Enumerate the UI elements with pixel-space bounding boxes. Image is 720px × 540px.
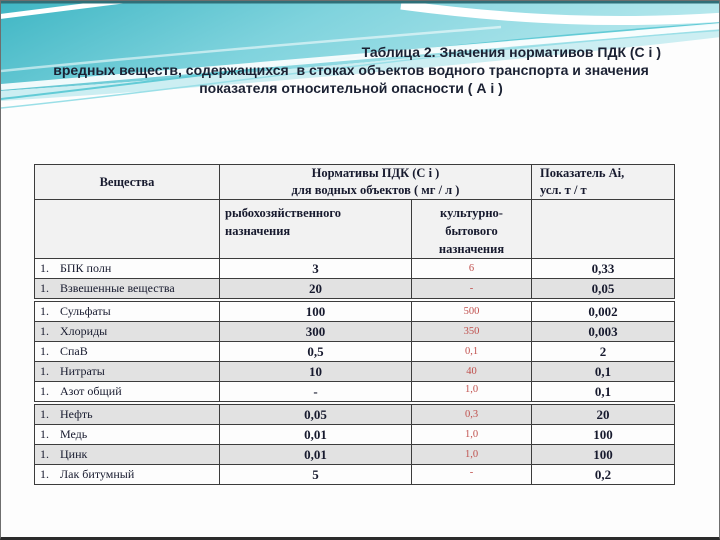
indicator-value-cell: 100 bbox=[532, 425, 675, 445]
header-cultural bbox=[412, 200, 532, 259]
table-row bbox=[35, 322, 675, 342]
table-row bbox=[35, 425, 675, 445]
fishery-value-cell: 0,01 bbox=[220, 425, 412, 445]
substance-name: Лак битумный bbox=[60, 467, 135, 481]
header-fishery bbox=[220, 200, 412, 259]
indicator-value-cell: 0,33 bbox=[532, 259, 675, 279]
title-line-2: вредных веществ, содержащихся в стоках объектов водного транспорта и значения bbox=[53, 62, 649, 78]
table-group-2 bbox=[35, 302, 675, 402]
substance-name: Азот общий bbox=[60, 384, 122, 398]
substance-name: Сульфаты bbox=[60, 304, 111, 318]
substance-name: Нефть bbox=[60, 407, 93, 421]
title-line-1: Таблица 2. Значения нормативов ПДК (С i ) bbox=[361, 44, 661, 60]
indicator-value-cell: 0,1 bbox=[532, 362, 675, 382]
cultural-value-cell: 500 bbox=[412, 302, 532, 322]
row-number: 1. bbox=[40, 364, 49, 378]
row-number: 1. bbox=[40, 304, 49, 318]
cultural-value-cell: 0,1 bbox=[412, 342, 532, 362]
indicator-value-cell: 0,003 bbox=[532, 322, 675, 342]
header-substances: Вещества bbox=[35, 165, 220, 200]
header-norms-line-2: для водных объектов ( мг / л ) bbox=[291, 183, 460, 197]
header-row-2 bbox=[35, 200, 675, 259]
row-number: 1. bbox=[40, 447, 49, 461]
table-group-1 bbox=[35, 259, 675, 299]
row-number: 1. bbox=[40, 261, 49, 275]
cultural-value-cell: 40 bbox=[412, 362, 532, 382]
cultural-value-cell: 1,0 bbox=[412, 425, 532, 445]
fishery-value-cell: 300 bbox=[220, 322, 412, 342]
cultural-value-cell: 350 bbox=[412, 322, 532, 342]
substance-cell bbox=[35, 362, 220, 382]
table-row bbox=[35, 302, 675, 322]
row-number: 1. bbox=[40, 427, 49, 441]
row-number: 1. bbox=[40, 467, 49, 481]
header-fishery-line-1: рыбохозяйственного bbox=[225, 206, 342, 220]
table-row bbox=[35, 445, 675, 465]
pdk-table-group-3 bbox=[34, 404, 675, 485]
header-cultural-line-1: культурно-бытового bbox=[440, 206, 503, 238]
substance-name: СпаВ bbox=[60, 344, 88, 358]
row-number: 1. bbox=[40, 281, 49, 295]
table-row bbox=[35, 382, 675, 402]
substance-cell bbox=[35, 445, 220, 465]
fishery-value-cell: 0,05 bbox=[220, 405, 412, 425]
table-row bbox=[35, 405, 675, 425]
row-number: 1. bbox=[40, 407, 49, 421]
substance-name: Хлориды bbox=[60, 324, 108, 338]
title-line-3: показателя относительной опасности ( А i ) bbox=[199, 80, 503, 96]
pdk-table-group-2 bbox=[34, 301, 675, 402]
cultural-value-cell: - bbox=[412, 279, 532, 299]
header-norms-line-1: Нормативы ПДК (С i ) bbox=[311, 166, 440, 180]
indicator-value-cell: 0,002 bbox=[532, 302, 675, 322]
cultural-value-cell: 1,0 bbox=[412, 445, 532, 465]
substance-cell bbox=[35, 342, 220, 362]
indicator-value-cell: 0,1 bbox=[532, 382, 675, 402]
fishery-value-cell: 3 bbox=[220, 259, 412, 279]
indicator-value-cell: 0,2 bbox=[532, 465, 675, 485]
indicator-value-cell: 0,05 bbox=[532, 279, 675, 299]
substance-cell bbox=[35, 302, 220, 322]
indicator-value-cell: 2 bbox=[532, 342, 675, 362]
substance-cell bbox=[35, 465, 220, 485]
pdk-table-header-section bbox=[34, 164, 675, 299]
indicator-value-cell: 20 bbox=[532, 405, 675, 425]
substance-name: Медь bbox=[60, 427, 88, 441]
row-number: 1. bbox=[40, 324, 49, 338]
header-cultural-line-2: назначения bbox=[438, 242, 505, 256]
cultural-value-cell: 6 bbox=[412, 259, 532, 279]
header-indicator-line-1: Показатель Аi, bbox=[540, 166, 625, 180]
substance-name: Цинк bbox=[60, 447, 88, 461]
fishery-value-cell: 100 bbox=[220, 302, 412, 322]
slide-title bbox=[31, 43, 671, 97]
fishery-value-cell: 5 bbox=[220, 465, 412, 485]
header-empty-cell bbox=[532, 200, 675, 259]
pdk-table bbox=[34, 164, 678, 485]
substance-name: Нитраты bbox=[60, 364, 105, 378]
substance-name: БПК полн bbox=[60, 261, 112, 275]
header-fishery-line-2: назначения bbox=[225, 224, 291, 238]
header-empty-cell bbox=[35, 200, 220, 259]
substance-name: Взвешенные вещества bbox=[60, 281, 175, 295]
table-group-3 bbox=[35, 405, 675, 485]
header-norms bbox=[220, 165, 532, 200]
table-row bbox=[35, 342, 675, 362]
row-number: 1. bbox=[40, 384, 49, 398]
fishery-value-cell: 0,01 bbox=[220, 445, 412, 465]
cultural-value-cell: 0,3 bbox=[412, 405, 532, 425]
substance-cell bbox=[35, 322, 220, 342]
header-row-1 bbox=[35, 165, 675, 200]
fishery-value-cell: - bbox=[220, 382, 412, 402]
header-indicator-line-2: усл. т / т bbox=[540, 183, 587, 197]
substance-cell bbox=[35, 405, 220, 425]
table-row bbox=[35, 362, 675, 382]
table-row bbox=[35, 465, 675, 485]
substance-cell bbox=[35, 425, 220, 445]
fishery-value-cell: 10 bbox=[220, 362, 412, 382]
indicator-value-cell: 100 bbox=[532, 445, 675, 465]
cultural-value-cell: 1,0 bbox=[412, 382, 532, 402]
fishery-value-cell: 20 bbox=[220, 279, 412, 299]
fishery-value-cell: 0,5 bbox=[220, 342, 412, 362]
table-row bbox=[35, 279, 675, 299]
row-number: 1. bbox=[40, 344, 49, 358]
substance-cell bbox=[35, 279, 220, 299]
table-row bbox=[35, 259, 675, 279]
header-indicator bbox=[532, 165, 675, 200]
substance-cell bbox=[35, 382, 220, 402]
substance-cell bbox=[35, 259, 220, 279]
cultural-value-cell: - bbox=[412, 465, 532, 485]
